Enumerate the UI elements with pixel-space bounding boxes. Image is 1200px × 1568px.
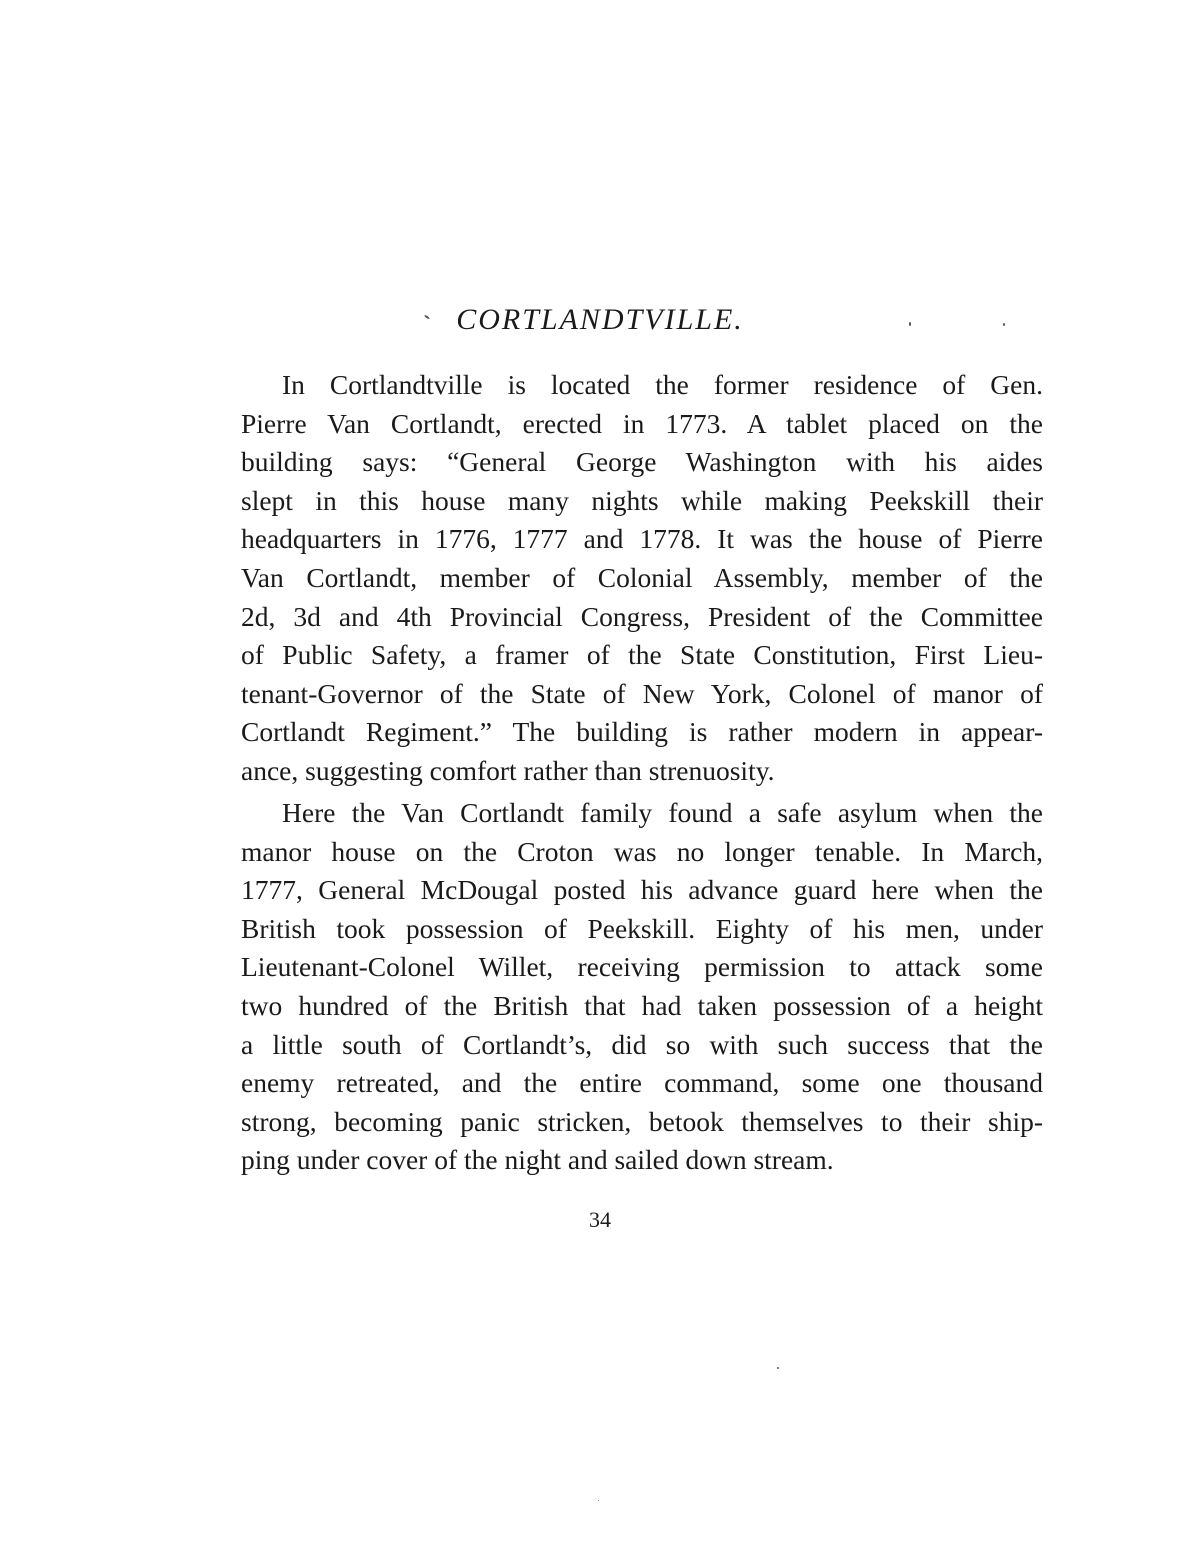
text-line: Lieutenant-Colonel Willet, receiving permission to attack some bbox=[241, 951, 1043, 983]
paragraph-1 bbox=[241, 366, 1043, 791]
scan-speck bbox=[598, 1500, 599, 1501]
paragraph-2 bbox=[241, 794, 1043, 1180]
text-line: enemy retreated, and the entire command, some one thousand bbox=[241, 1067, 1043, 1099]
text-line: Cortlandt Regiment.” The building is rather modern in appear- bbox=[241, 716, 1043, 748]
text-line: building says: “General George Washington with his aides bbox=[241, 446, 1043, 478]
text-line: 2d, 3d and 4th Provincial Congress, President of the Committee bbox=[241, 600, 1043, 632]
text-line: Pierre Van Cortlandt, erected in 1773. A tablet placed on the bbox=[241, 407, 1043, 439]
text-line: a little south of Cortlandt’s, did so with such success that the bbox=[241, 1028, 1043, 1060]
text-line: slept in this house many nights while making Peekskill their bbox=[241, 484, 1043, 516]
text-line: strong, becoming panic stricken, betook themselves to their ship- bbox=[241, 1105, 1043, 1137]
text-line: headquarters in 1776, 1777 and 1778. It was the house of Pierre bbox=[241, 523, 1043, 555]
text-line: 1777, General McDougal posted his advance guard here when the bbox=[241, 874, 1043, 906]
text-line: In Cortlandtville is located the former residence of Gen. bbox=[282, 369, 1043, 400]
text-line: ping under cover of the night and sailed down stream. bbox=[241, 1144, 834, 1176]
text-line: Here the Van Cortlandt family found a safe asylum when the bbox=[282, 797, 1043, 828]
text-line: manor house on the Croton was no longer tenable. In March, bbox=[241, 835, 1043, 867]
scan-speck bbox=[909, 322, 911, 326]
text-line: British took possession of Peekskill. Eighty of his men, under bbox=[241, 912, 1043, 944]
text-line: two hundred of the British that had taken possession of a height bbox=[241, 989, 1043, 1021]
text-line: Van Cortlandt, member of Colonial Assembly, member of the bbox=[241, 561, 1043, 593]
page-number: 34 bbox=[589, 1207, 611, 1232]
scan-speck bbox=[1003, 323, 1005, 326]
chapter-heading: CORTLANDTVILLE. bbox=[456, 303, 744, 336]
text-line: ance, suggesting comfort rather than strenuosity. bbox=[241, 754, 775, 786]
text-line: tenant-Governor of the State of New York, Colonel of manor of bbox=[241, 677, 1043, 709]
text-line: of Public Safety, a framer of the State Constitution, First Lieu- bbox=[241, 639, 1043, 671]
scan-speck bbox=[777, 1367, 779, 1369]
